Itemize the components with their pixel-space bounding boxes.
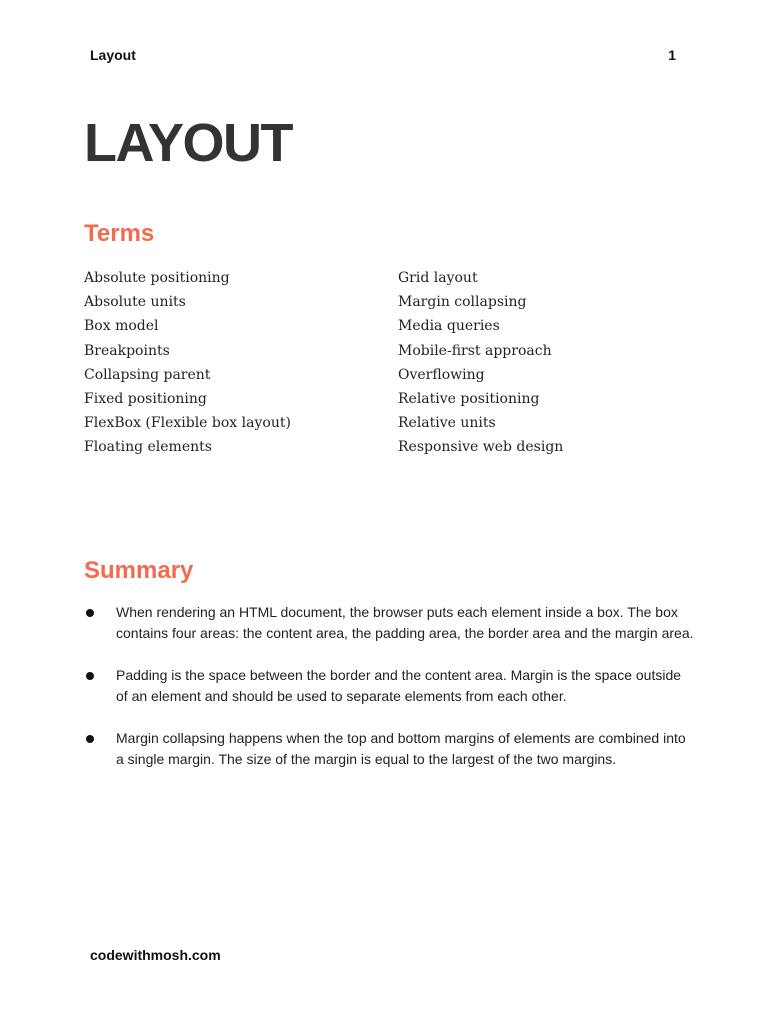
term-item: Responsive web design bbox=[398, 439, 564, 456]
term-item: Absolute units bbox=[84, 294, 186, 311]
summary-item bbox=[84, 728, 696, 770]
term-item: Fixed positioning bbox=[84, 391, 207, 408]
summary-item bbox=[84, 665, 696, 707]
term-item: Breakpoints bbox=[84, 342, 170, 359]
running-header-section: Layout bbox=[90, 47, 136, 63]
terms-list-left bbox=[84, 266, 291, 460]
term-item: Relative positioning bbox=[398, 391, 540, 408]
term-item: Floating elements bbox=[84, 439, 212, 456]
summary-item-text: Margin collapsing happens when the top and bottom margins of elements are combined into a single margin. The size of the margin is equal to the largest of the two margins. bbox=[116, 730, 686, 767]
page-title: LAYOUT bbox=[84, 113, 293, 173]
term-item: FlexBox (Flexible box layout) bbox=[84, 415, 291, 432]
term-item: Relative units bbox=[398, 415, 496, 432]
page-number: 1 bbox=[668, 47, 676, 63]
terms-heading: Terms bbox=[84, 220, 155, 247]
term-item: Mobile-first approach bbox=[398, 342, 552, 359]
footer-site: codewithmosh.com bbox=[90, 947, 221, 963]
term-item: Overflowing bbox=[398, 366, 485, 383]
summary-item-text: When rendering an HTML document, the browser puts each element inside a box. The box contains four areas: the content area, the padding area, the border area and the margin area. bbox=[116, 604, 694, 641]
term-item: Margin collapsing bbox=[398, 294, 527, 311]
term-item: Collapsing parent bbox=[84, 366, 211, 383]
bullet-icon bbox=[86, 735, 94, 743]
summary-list bbox=[84, 602, 696, 791]
summary-item bbox=[84, 602, 696, 644]
terms-list-right bbox=[398, 266, 563, 460]
term-item: Media queries bbox=[398, 318, 500, 335]
term-item: Box model bbox=[84, 318, 159, 335]
summary-heading: Summary bbox=[84, 557, 194, 584]
term-item: Absolute positioning bbox=[84, 270, 230, 286]
term-item: Grid layout bbox=[398, 270, 478, 286]
bullet-icon bbox=[86, 672, 94, 680]
summary-item-text: Padding is the space between the border and the content area. Margin is the space outside of an element and should be used to separate elements from each other. bbox=[116, 667, 682, 704]
bullet-icon bbox=[86, 609, 94, 617]
